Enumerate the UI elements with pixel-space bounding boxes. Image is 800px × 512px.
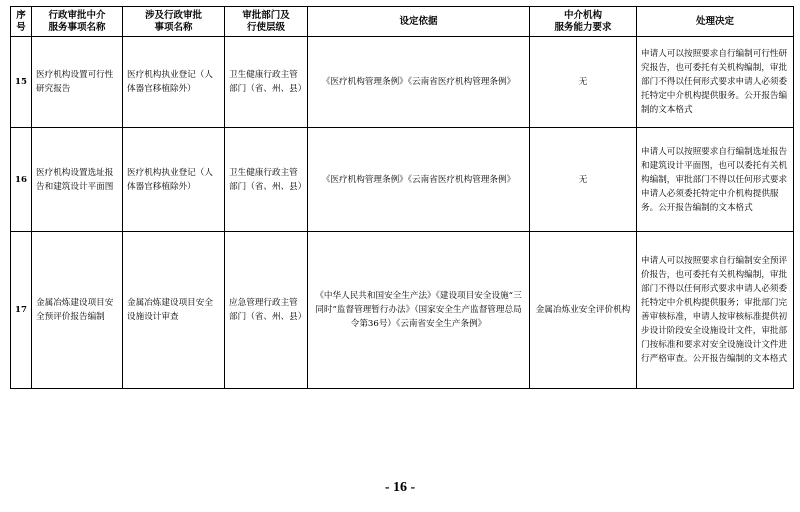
approval-name: 金属冶炼建设项目安全设施设计审查 [123, 232, 225, 389]
header-department: 审批部门及 行使层级 [225, 7, 308, 37]
capability-requirement: 无 [530, 128, 637, 232]
department: 卫生健康行政主管部门（省、州、县） [225, 128, 308, 232]
decision: 申请人可以按照要求自行编制可行性研究报告，也可委托有关机构编制，审批部门不得以任何形式要求申请人必须委托特定中介机构提供服务。公开报告编制的文本格式 [637, 37, 794, 128]
decision: 申请人可以按照要求自行编制安全预评价报告，也可委托有关机构编制，审批部门不得以任何形式要求申请人必须委托特定中介机构提供服务；审批部门完善审核标准，申请人按审核标准提供初步设计阶段安全设施设计文件，审批部门按标准和要求对安全设施设计文件进行严格审查。公开报告编制的文本格式 [637, 232, 794, 389]
service-name: 金属冶炼建设项目安全预评价报告编制 [32, 232, 123, 389]
row-number: 15 [11, 37, 32, 128]
header-capability: 中介机构 服务能力要求 [530, 7, 637, 37]
table-header-row [11, 7, 794, 37]
capability-requirement: 无 [530, 37, 637, 128]
approval-name: 医疗机构执业登记（人体器官移植除外） [123, 37, 225, 128]
table-row [11, 232, 794, 389]
approval-name: 医疗机构执业登记（人体器官移植除外） [123, 128, 225, 232]
department: 应急管理行政主管部门（省、州、县） [225, 232, 308, 389]
approval-table [10, 6, 794, 389]
row-number: 16 [11, 128, 32, 232]
service-name: 医疗机构设置选址报告和建筑设计平面图 [32, 128, 123, 232]
header-decision: 处理决定 [637, 7, 794, 37]
header-service: 行政审批中介 服务事项名称 [32, 7, 123, 37]
service-name: 医疗机构设置可行性研究报告 [32, 37, 123, 128]
legal-basis: 《医疗机构管理条例》《云南省医疗机构管理条例》 [308, 128, 530, 232]
header-basis: 设定依据 [308, 7, 530, 37]
legal-basis: 《中华人民共和国安全生产法》《建设项目安全设施“三同时”监督管理暂行办法》（国家安全生产监督管理总局令第36号）《云南省安全生产条例》 [308, 232, 530, 389]
table-row [11, 128, 794, 232]
capability-requirement: 金属冶炼业安全评价机构 [530, 232, 637, 389]
decision: 申请人可以按照要求自行编制选址报告和建筑设计平面图，也可以委托有关机构编制，审批部门不得以任何形式要求申请人必须委托特定中介机构提供服务。公开报告编制的文本格式 [637, 128, 794, 232]
header-approval: 涉及行政审批 事项名称 [123, 7, 225, 37]
header-no: 序 号 [11, 7, 32, 37]
department: 卫生健康行政主管部门（省、州、县） [225, 37, 308, 128]
legal-basis: 《医疗机构管理条例》《云南省医疗机构管理条例》 [308, 37, 530, 128]
page-number: - 16 - [384, 480, 416, 495]
row-number: 17 [11, 232, 32, 389]
table-row [11, 37, 794, 128]
